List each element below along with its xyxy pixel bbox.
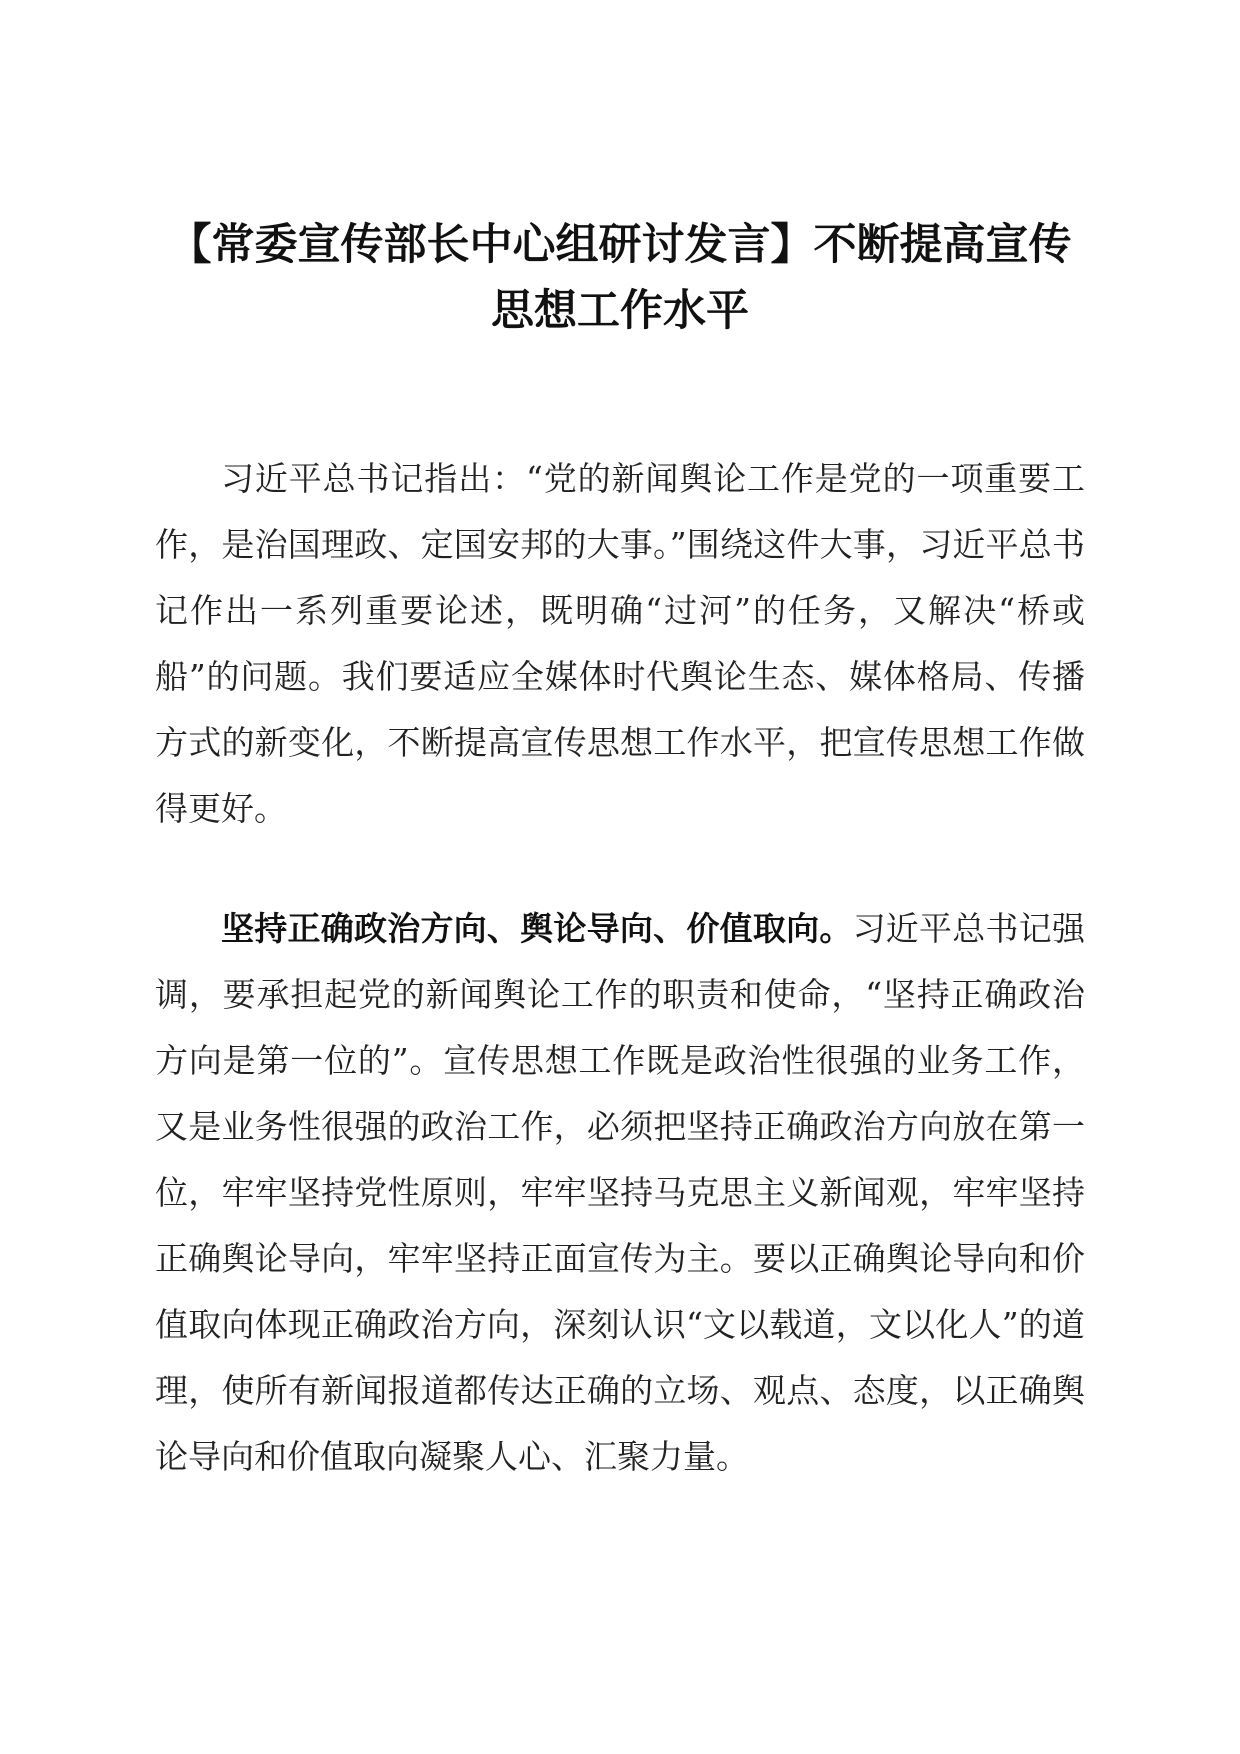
paragraph-political-direction (155, 896, 1085, 1490)
document-title: 【常委宣传部长中心组研讨发言】不断提高宣传思想工作水平 (168, 220, 1072, 336)
paragraph-intro-text: 习近平总书记指出：“党的新闻舆论工作是党的一项重要工作，是治国理政、定国安邦的大事。”围绕这件大事，习近平总书记作出一系列重要论述，既明确“过河”的任务，又解决“桥或船”的问题。我们要适应全媒体时代舆论生态、媒体格局、传播方式的新变化，不断提高宣传思想工作水平，把宣传思想工作做得更好。 (155, 459, 1085, 828)
paragraph-lead-heading: 坚持正确政治方向、舆论导向、价值取向。 (221, 909, 853, 948)
paragraph-political-direction-text: 习近平总书记强调，要承担起党的新闻舆论工作的职责和使命，“坚持正确政治方向是第一位的”。宣传思想工作既是政治性很强的业务工作，又是业务性很强的政治工作，必须把坚持正确政治方向放在第一位，牢牢坚持党性原则，牢牢坚持马克思主义新闻观，牢牢坚持正确舆论导向，牢牢坚持正面宣传为主。要以正确舆论导向和价值取向体现正确政治方向，深刻认识“文以载道，文以化人”的道理，使所有新闻报道都传达正确的立场、观点、态度，以正确舆论导向和价值取向凝聚人心、汇聚力量。 (155, 909, 1086, 1476)
paragraph-intro (155, 446, 1085, 842)
